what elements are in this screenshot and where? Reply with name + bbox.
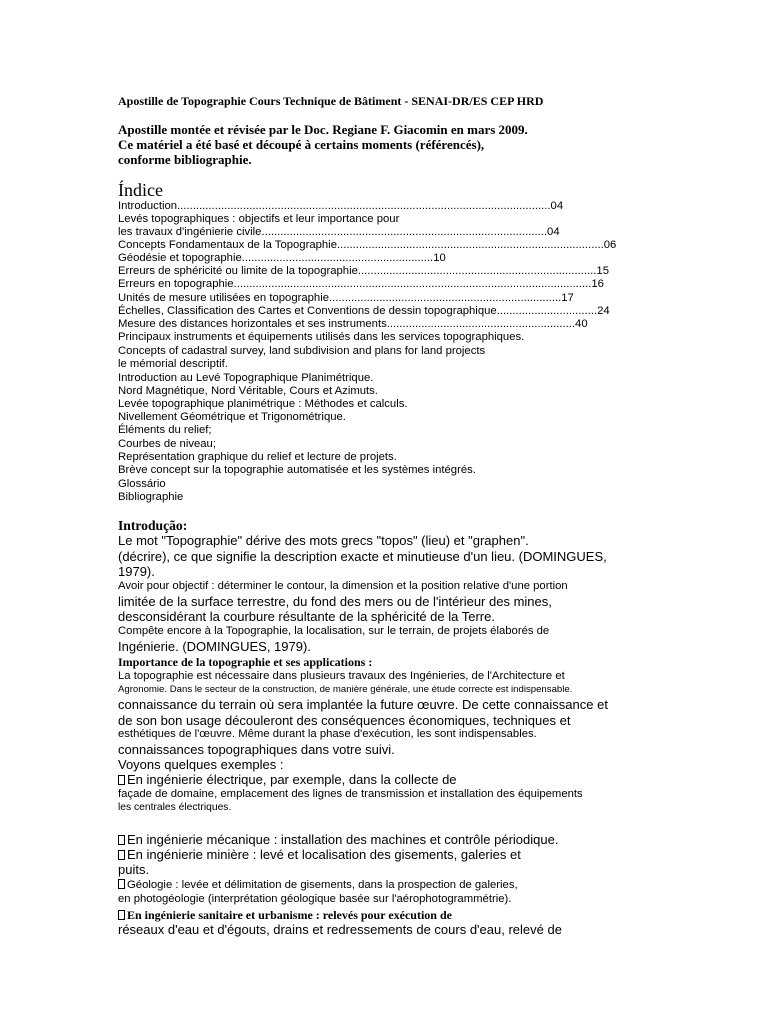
intro-line: (décrire), ce que signifie la description exacte et minutieuse d'un lieu. (DOMINGUES,	[118, 549, 607, 564]
bullet-box-icon	[118, 835, 125, 845]
intro-line: 1979).	[118, 564, 155, 579]
toc-entry: les travaux d'ingénierie civile...........................................................................................04	[118, 226, 560, 238]
credits-line: conforme bibliographie.	[118, 152, 252, 167]
intro-line: Ingénierie. (DOMINGUES, 1979).	[118, 639, 311, 654]
toc-entry: Erreurs en topographie..................................................................................................................16	[118, 278, 604, 290]
example-item: En ingénierie minière : levé et localisation des gisements, galeries et	[118, 847, 521, 862]
toc-entry: Représentation graphique du relief et lecture de projets.	[118, 451, 397, 463]
toc-entry: Introduction.......................................................................................................................04	[118, 200, 564, 212]
toc-entry: Brève concept sur la topographie automatisée et les systèmes intégrés.	[118, 464, 476, 476]
credits-line: Apostille montée et révisée par le Doc. Regiane F. Giacomin en mars 2009.	[118, 122, 528, 137]
toc-entry: Introduction au Levé Topographique Planimétrique.	[118, 372, 374, 384]
intro-line: Avoir pour objectif : déterminer le contour, la dimension et la position relative d'une portion	[118, 580, 568, 592]
toc-entry: Bibliographie	[118, 491, 184, 503]
intro-line: limitée de la surface terrestre, du fond des mers ou de l'intérieur des mines,	[118, 594, 552, 609]
toc-entry: Courbes de niveau;	[118, 438, 216, 450]
example-line: les centrales électriques.	[118, 802, 232, 813]
toc-entry: Échelles, Classification des Cartes et Conventions de dessin topographique................................24	[118, 305, 610, 317]
example-line: puits.	[118, 862, 150, 877]
bullet-box-icon	[118, 850, 125, 860]
intro-line: Le mot "Topographie" dérive des mots grecs "topos" (lieu) et "graphen".	[118, 533, 529, 548]
example-item: En ingénierie mécanique : installation des machines et contrôle périodique.	[118, 832, 558, 847]
toc-entry: le mémorial descriptif.	[118, 358, 228, 370]
example-line: réseaux d'eau et d'égouts, drains et redressements de cours d'eau, relevé de	[118, 922, 562, 937]
importance-line: connaissances topographiques dans votre suivi.	[118, 742, 395, 757]
example-line: en photogéologie (interprétation géologique basée sur l'aérophotogrammétrie).	[118, 893, 512, 905]
intro-line: Compête encore à la Topographie, la localisation, sur le terrain, de projets élaborés de	[118, 625, 550, 637]
importance-line: Agronomie. Dans le secteur de la construction, de manière générale, une étude correcte est indispensable.	[118, 684, 573, 695]
toc-entry: Géodésie et topographie.............................................................10	[118, 252, 446, 264]
document-header: Apostille de Topographie Cours Technique de Bâtiment - SENAI-DR/ES CEP HRD	[118, 94, 544, 108]
credits-line: Ce matériel a été basé et découpé à certains moments (référencés),	[118, 137, 485, 152]
toc-entry: Principaux instruments et équipements utilisés dans les services topographiques.	[118, 331, 525, 343]
importance-title: Importance de la topographie et ses applications :	[118, 655, 373, 669]
toc-title: Índice	[118, 180, 163, 200]
toc-entry: Concepts Fondamentaux de la Topographie.....................................................................................06	[118, 239, 617, 251]
example-item: En ingénierie sanitaire et urbanisme : relevés pour exécution de	[118, 908, 452, 923]
toc-entry: Éléments du relief;	[118, 424, 212, 436]
toc-entry: Levés topographiques : objectifs et leur importance pour	[118, 213, 400, 225]
toc-entry: Erreurs de sphéricité ou limite de la topographie............................................................................15	[118, 265, 609, 277]
importance-line: de son bon usage découleront des conséquences économiques, techniques et	[118, 713, 571, 728]
toc-entry: Concepts of cadastral survey, land subdivision and plans for land projects	[118, 345, 486, 357]
toc-entry: Unités de mesure utilisées en topographie..........................................................................17	[118, 292, 574, 304]
importance-line: Voyons quelques exemples :	[118, 757, 284, 772]
toc-entry: Glossário	[118, 478, 166, 490]
importance-line: connaissance du terrain où sera implantée la future œuvre. De cette connaissance et	[118, 697, 608, 712]
intro-title: Introdução:	[118, 518, 188, 533]
bullet-box-icon	[118, 910, 125, 920]
importance-line: La topographie est nécessaire dans plusieurs travaux des Ingénieries, de l'Architecture et	[118, 670, 565, 682]
toc-entry: Nivellement Géométrique et Trigonométrique.	[118, 411, 346, 423]
bullet-box-icon	[118, 879, 125, 889]
toc-entry: Mesure des distances horizontales et ses instruments............................................................40	[118, 318, 588, 330]
example-item: En ingénierie électrique, par exemple, dans la collecte de	[118, 772, 457, 787]
intro-line: desconsidérant la courbure résultante de la sphéricité de la Terre.	[118, 609, 495, 624]
example-line: façade de domaine, emplacement des lignes de transmission et installation des équipements	[118, 788, 583, 800]
example-item: Géologie : levée et délimitation de gisements, dans la prospection de galeries,	[118, 879, 518, 891]
toc-entry: Nord Magnétique, Nord Véritable, Cours et Azimuts.	[118, 385, 378, 397]
toc-entry: Levée topographique planimétrique : Méthodes et calculs.	[118, 398, 408, 410]
importance-line: esthétiques de l'œuvre. Même durant la phase d'exécution, les sont indispensables.	[118, 728, 537, 740]
bullet-box-icon	[118, 775, 125, 785]
